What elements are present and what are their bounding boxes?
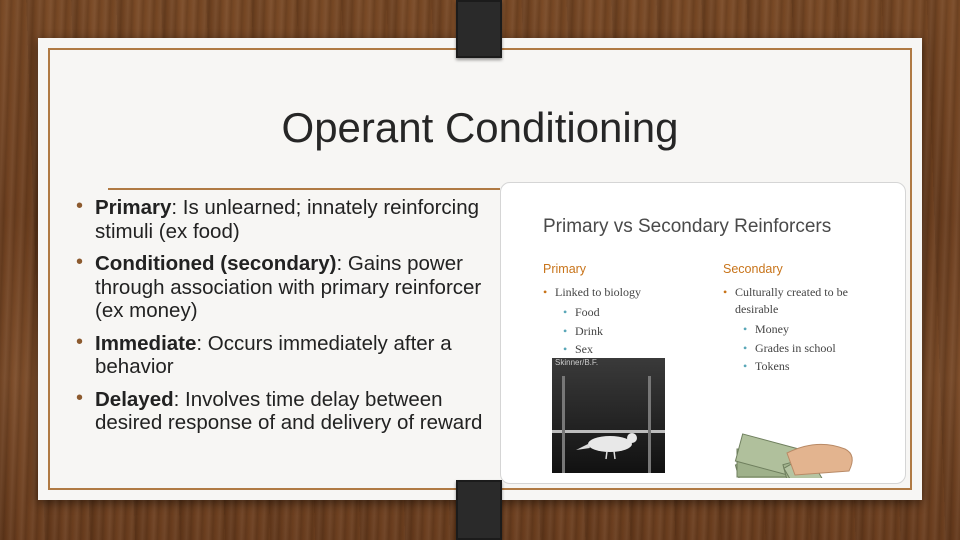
bullet-item (76, 388, 496, 435)
secondary-subitem: • Grades in school (723, 339, 873, 358)
primary-item: • Linked to biology (543, 284, 703, 301)
photo-label: Skinner/B.F. (555, 358, 599, 367)
pigeon-icon (552, 358, 665, 473)
bullet-term: Delayed (95, 387, 174, 411)
primary-subitem: • Food (543, 303, 703, 322)
secondary-item: • Culturally created to be desirable (723, 284, 873, 318)
bullet-text: : Occurs immediately after a behavior (95, 331, 452, 378)
primary-subitem: • Drink (543, 322, 703, 341)
money-icon (717, 383, 877, 478)
bullet-term: Primary (95, 196, 172, 219)
reinforcers-panel (500, 182, 906, 484)
secondary-subitem: • Tokens (723, 357, 873, 376)
bullet-dot-icon: • (76, 330, 84, 353)
pigeon-photo (552, 358, 665, 473)
bullet-text: : Gains power through association with primary reinforcer (ex money) (95, 252, 482, 322)
panel-title: Primary vs Secondary Reinforcers (543, 216, 832, 237)
bullet-item (76, 252, 496, 323)
top-clip (456, 0, 502, 58)
secondary-list (723, 284, 873, 376)
primary-heading: Primary (543, 262, 587, 276)
bullet-list (76, 196, 496, 444)
bullet-item (76, 196, 496, 243)
bullet-text: : Involves time delay between desired response of and delivery of reward (95, 387, 483, 434)
title-divider (108, 188, 500, 190)
primary-list (543, 284, 703, 359)
primary-subitem: • Sex (543, 340, 703, 359)
bullet-term: Conditioned (secondary) (95, 252, 337, 275)
bullet-dot-icon: • (76, 195, 84, 217)
secondary-subitem: • Money (723, 320, 873, 339)
bullet-text: : Is unlearned; innately reinforcing stimuli (ex food) (95, 196, 480, 243)
bullet-dot-icon: • (76, 386, 84, 409)
bullet-item (76, 332, 496, 379)
secondary-heading: Secondary (723, 262, 783, 276)
slide-title: Operant Conditioning (281, 104, 679, 151)
bullet-dot-icon: • (76, 251, 84, 273)
bottom-clip (456, 480, 502, 540)
bullet-term: Immediate (95, 331, 197, 355)
